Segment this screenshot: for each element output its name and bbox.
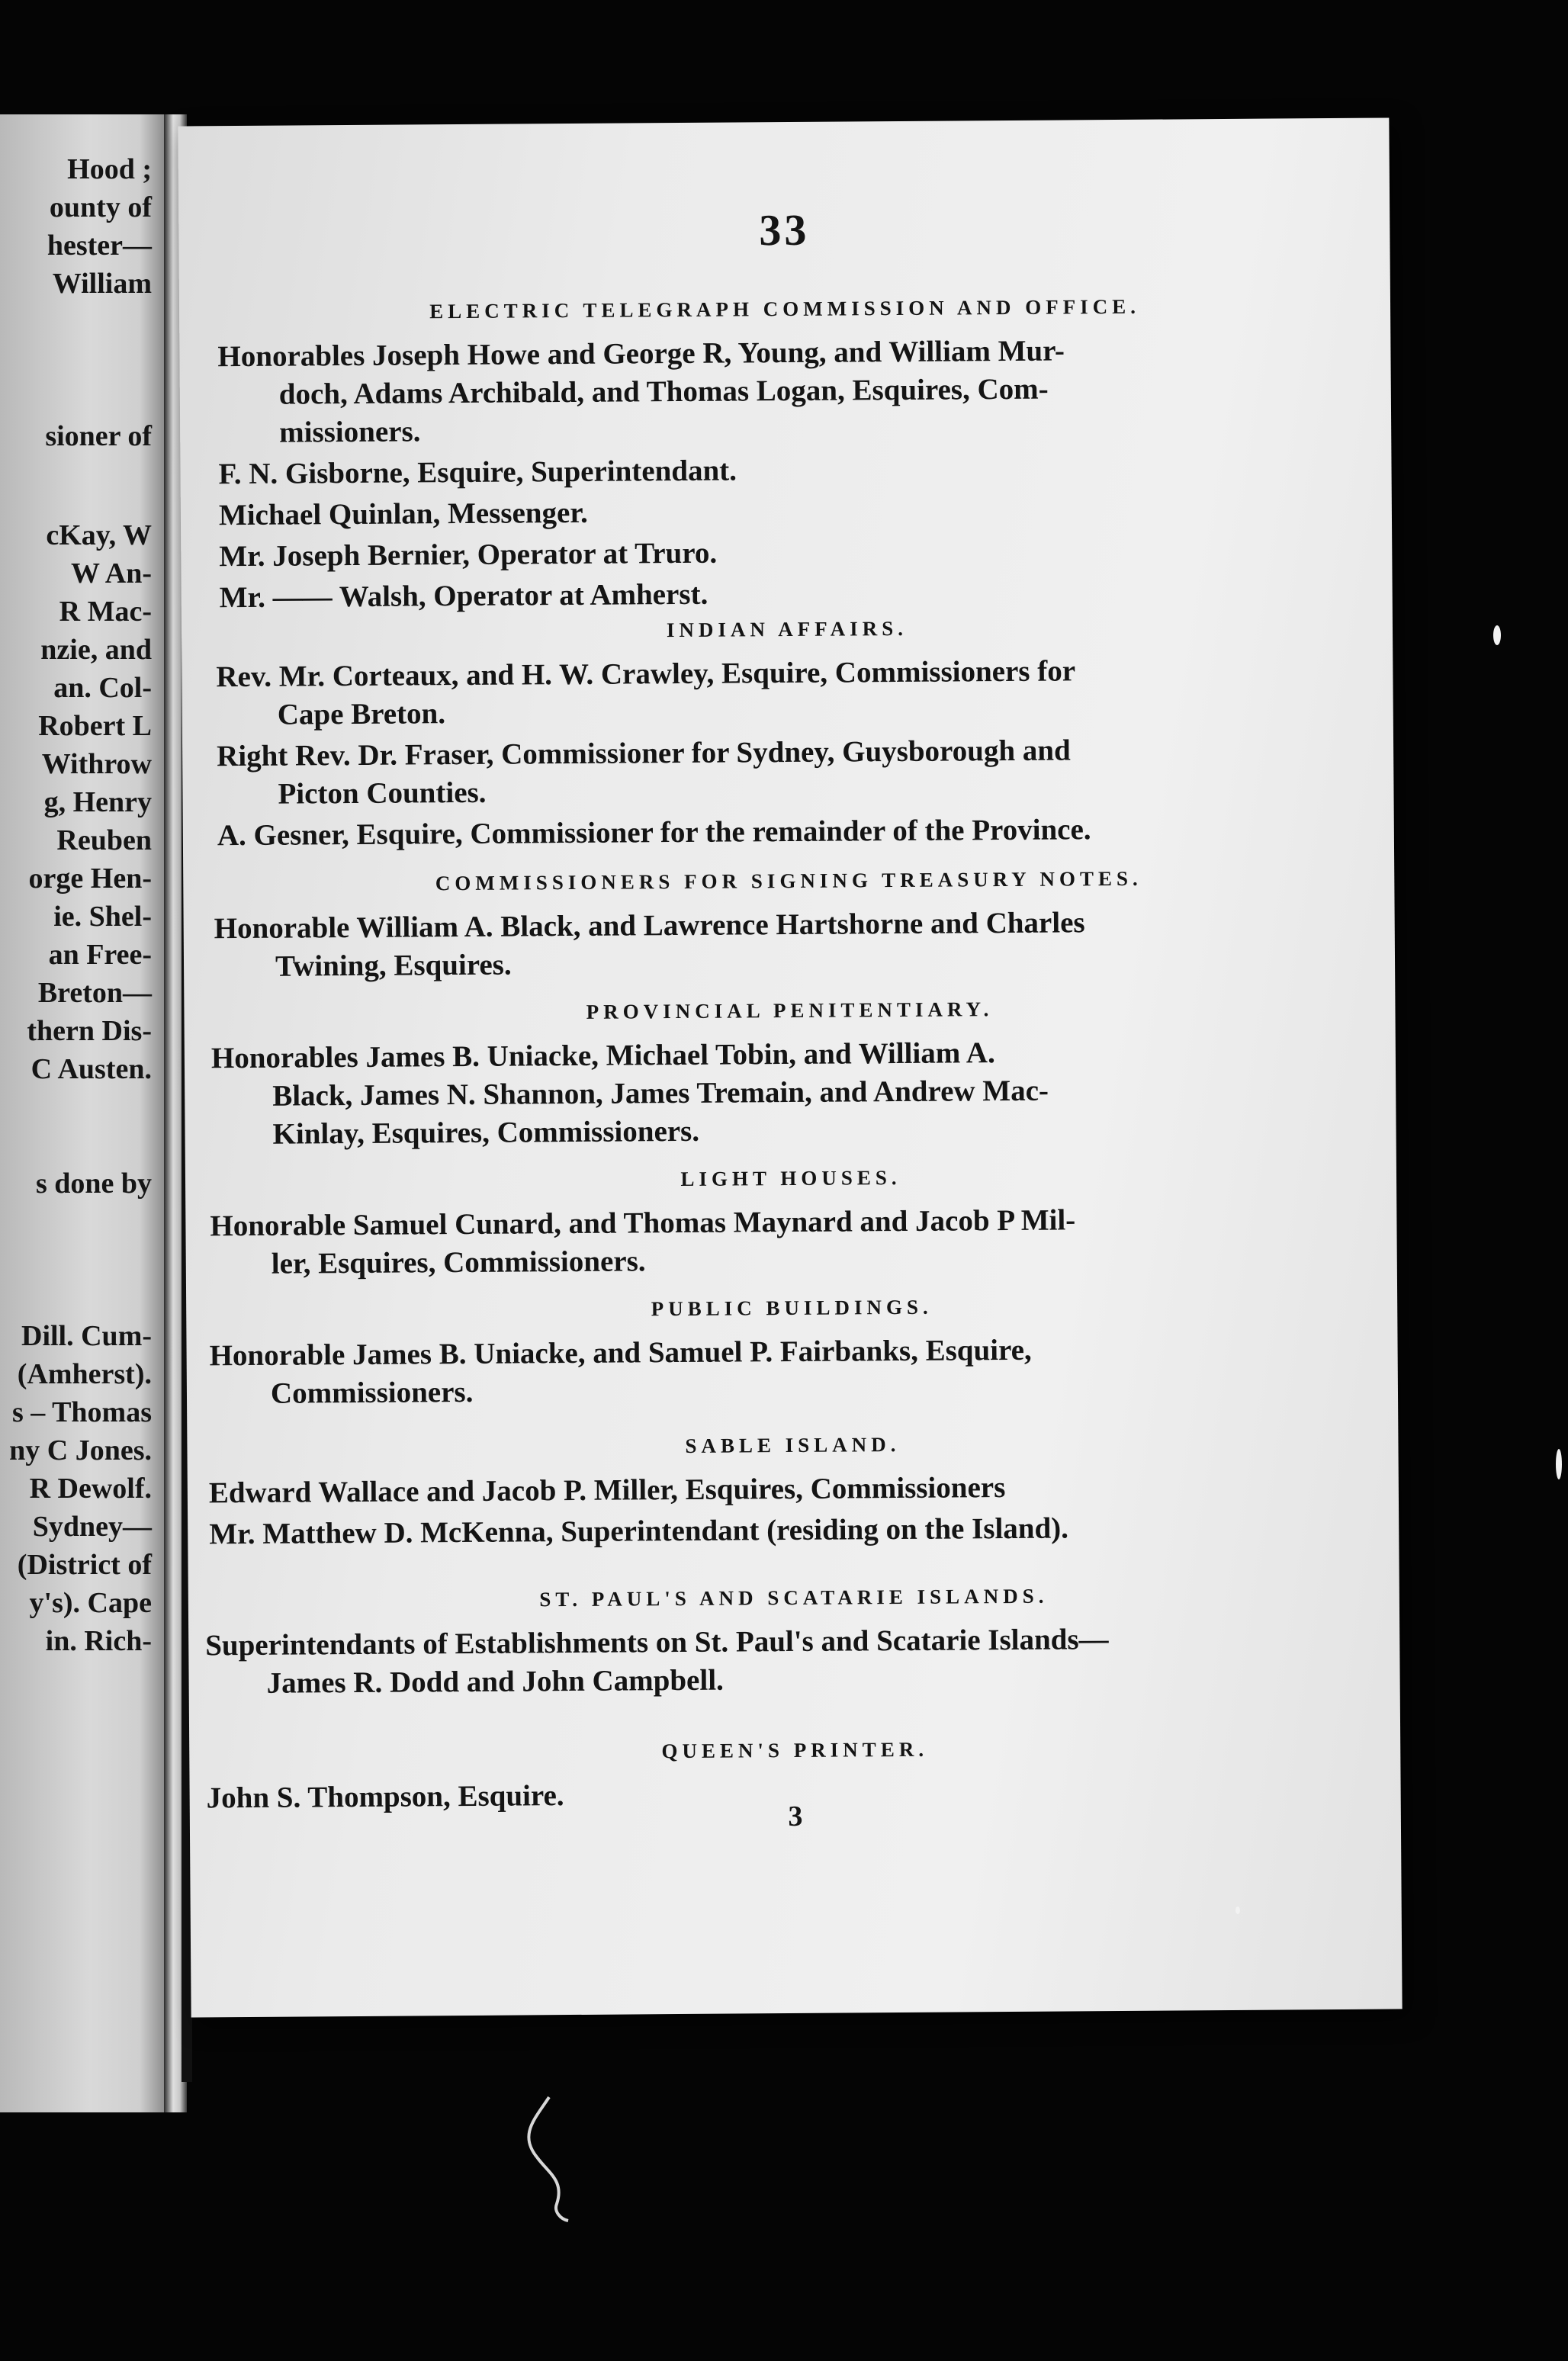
entry-line: Black, James N. Shannon, James Tremain, and Andrew Mac- <box>272 1074 1049 1113</box>
section-entry <box>220 571 1362 617</box>
entry-line: Michael Quinlan, Messenger. <box>218 496 588 532</box>
left-page-line: ny C Jones. <box>9 1434 152 1466</box>
entry-line: Rev. Mr. Corteaux, and H. W. Crawley, Esquire, Commissioners for <box>216 654 1076 694</box>
left-page-line: cKay, W <box>46 519 152 551</box>
section-heading: INDIAN AFFAIRS. <box>666 616 908 642</box>
section-heading: COMMISSIONERS FOR SIGNING TREASURY NOTES. <box>435 866 1142 895</box>
entry-line: Cape Breton. <box>277 697 446 731</box>
section-heading: ST. PAUL'S AND SCATARIE ISLANDS. <box>539 1584 1049 1611</box>
entry-line: Picton Counties. <box>278 776 487 811</box>
entry-line: Mr. Matthew D. McKenna, Superintendant (residing on the Island). <box>209 1511 1069 1551</box>
left-page-line: an. Col- <box>53 672 152 704</box>
left-page-line: nzie, and <box>40 634 152 666</box>
entry-line: Honorables James B. Uniacke, Michael Tobin, and William A. <box>210 1036 995 1075</box>
section-heading: SABLE ISLAND. <box>685 1433 901 1457</box>
entry-line: James R. Dodd and John Campbell. <box>266 1663 724 1700</box>
left-page-line: y's). Cape <box>29 1587 152 1619</box>
entry-line: Superintendants of Establishments on St. Paul's and Scatarie Islands— <box>205 1623 1109 1662</box>
entry-line: Twining, Esquires. <box>275 948 512 983</box>
left-page-line: William <box>52 268 152 300</box>
left-page-line: s – Thomas <box>11 1396 152 1428</box>
section-entry <box>209 1329 1367 1414</box>
left-page-line: Hood ; <box>67 153 152 185</box>
section-entry <box>216 650 1363 734</box>
section-entry <box>217 809 1364 855</box>
entry-line: John S. Thompson, Esquire. <box>206 1779 564 1815</box>
entry-line: Mr. Joseph Bernier, Operator at Truro. <box>219 536 718 573</box>
right-page <box>178 117 1402 2017</box>
left-page-line: in. Rich- <box>45 1625 152 1657</box>
left-page-line: Robert L <box>38 710 152 742</box>
left-page-line: (District of <box>17 1549 152 1581</box>
section-heading: QUEEN'S PRINTER. <box>661 1737 929 1763</box>
entry-line: Honorable William A. Black, and Lawrence Hartshorne and Charles <box>214 906 1085 946</box>
section-entry <box>217 730 1364 814</box>
left-page-line: C Austen. <box>31 1053 152 1085</box>
left-page-line: R Mac- <box>59 596 152 628</box>
left-page-line: ounty of <box>49 191 152 223</box>
section-entry <box>210 1200 1367 1284</box>
dust-speck <box>1493 625 1501 645</box>
section-heading: ELECTRIC TELEGRAPH COMMISSION AND OFFICE. <box>429 294 1141 323</box>
section-entry <box>211 1032 1366 1155</box>
left-page-line: (Amherst). <box>17 1358 152 1390</box>
left-page-line: ie. Shel- <box>53 901 152 933</box>
entry-line: Mr. —— Walsh, Operator at Amherst. <box>219 577 708 615</box>
entry-line: doch, Adams Archibald, and Thomas Logan, Esquires, Com- <box>278 372 1049 411</box>
entry-line: Kinlay, Esquires, Commissioners. <box>272 1114 700 1151</box>
section-entry <box>217 330 1361 452</box>
entry-line: A. Gesner, Esquire, Commissioner for the remainder of the Province. <box>217 813 1091 853</box>
left-page-line: hester— <box>47 230 152 262</box>
section-entry <box>209 1508 1368 1554</box>
section-entry <box>209 1466 1368 1513</box>
left-page-line: thern Dis- <box>27 1015 152 1047</box>
left-page-line: Withrow <box>41 748 152 780</box>
left-page-line: W An- <box>71 557 152 589</box>
left-page-line: Breton— <box>37 977 152 1009</box>
entry-line: Honorables Joseph Howe and George R, Young, and William Mur- <box>217 334 1065 374</box>
left-page-line: Sydney— <box>32 1511 152 1543</box>
entry-line: F. N. Gisborne, Esquire, Superintendant. <box>218 454 737 491</box>
entry-line: missioners. <box>279 415 421 449</box>
left-page-line: sioner of <box>45 420 152 452</box>
entry-line: Edward Wallace and Jacob P. Miller, Esquires, Commissioners <box>208 1471 1006 1510</box>
section-entry <box>214 902 1365 987</box>
left-page-line: g, Henry <box>43 786 152 818</box>
section-entry <box>218 448 1361 493</box>
entry-line: Commissioners. <box>270 1375 474 1410</box>
left-page-line: Reuben <box>56 824 152 856</box>
left-page-line: Dill. Cum- <box>21 1320 152 1352</box>
left-page-line: an Free- <box>48 939 152 971</box>
section-entry <box>205 1619 1370 1704</box>
dust-speck <box>1235 1906 1240 1914</box>
section-heading: PUBLIC BUILDINGS. <box>651 1295 933 1321</box>
entry-line: Honorable James B. Uniacke, and Samuel P. Fairbanks, Esquire, <box>209 1333 1032 1373</box>
section-entry <box>219 489 1361 535</box>
left-page-line: orge Hen- <box>28 862 152 895</box>
section-entry <box>219 530 1361 576</box>
entry-line: Right Rev. Dr. Fraser, Commissioner for Sydney, Guysborough and <box>216 734 1071 773</box>
section-heading: PROVINCIAL PENITENTIARY. <box>586 997 994 1023</box>
page-content <box>178 117 1402 2017</box>
left-page-line: R Dewolf. <box>29 1473 152 1505</box>
left-page-line: s done by <box>35 1168 152 1200</box>
page-number: 33 <box>759 204 810 255</box>
entry-line: Honorable Samuel Cunard, and Thomas Maynard and Jacob P Mil- <box>210 1203 1076 1243</box>
dust-speck <box>1556 1449 1562 1479</box>
left-facing-page <box>0 114 164 2112</box>
section-heading: LIGHT HOUSES. <box>680 1165 901 1191</box>
entry-line: ler, Esquires, Commissioners. <box>271 1245 646 1280</box>
scratch-mark <box>503 2090 595 2227</box>
folio-number: 3 <box>788 1800 803 1833</box>
